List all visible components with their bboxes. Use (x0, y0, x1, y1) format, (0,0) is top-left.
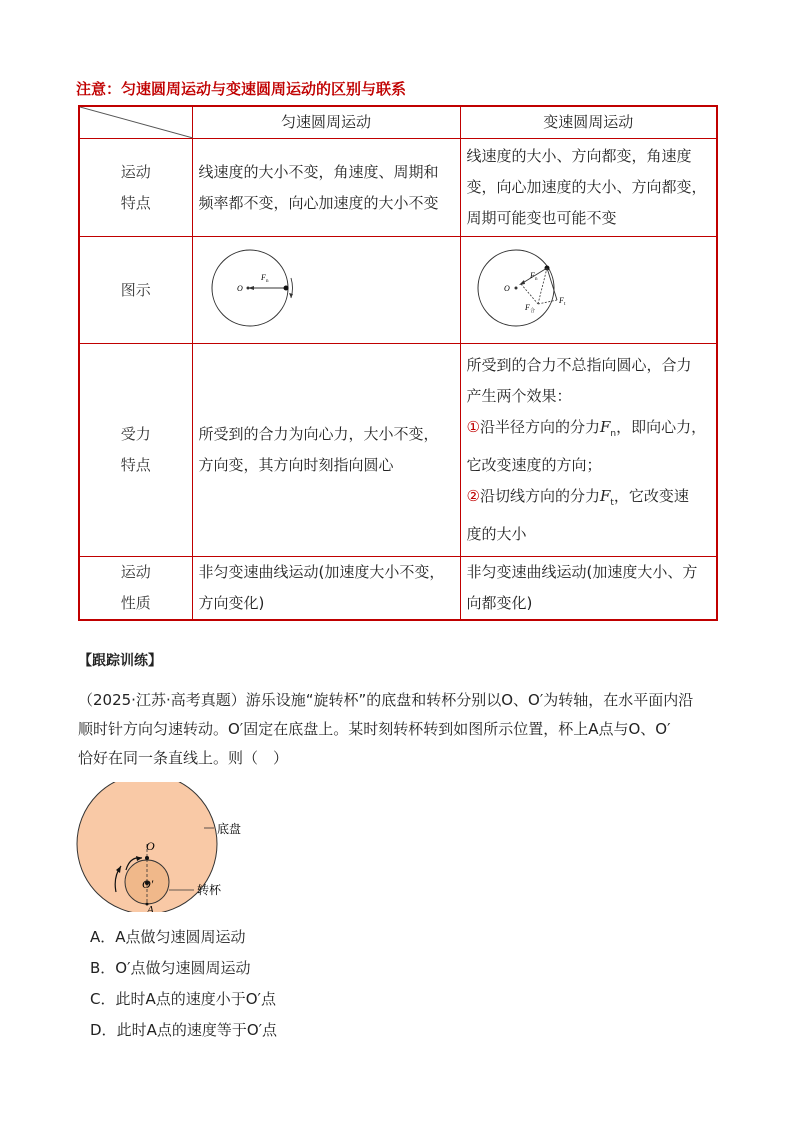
table-row (79, 344, 717, 557)
table-header-row (79, 106, 717, 139)
practice-heading: 【跟踪训练】 (78, 653, 162, 669)
option-d[interactable]: D．此时A点的速度等于O′点 (90, 1021, 278, 1039)
option-b[interactable]: B．O′点做匀速圆周运动 (90, 959, 251, 977)
note-title: 注意：匀速圆周运动与变速圆周运动的区别与联系 (76, 80, 407, 98)
row-head-figure: 图示 (79, 237, 192, 344)
svg-text:转杯: 转杯 (197, 883, 222, 897)
col-header-uniform: 匀速圆周运动 (192, 106, 460, 139)
rotating-cup-figure (76, 782, 276, 912)
cell-force-variable: 所受到的合力不总指向圆心，合力 产生两个效果： ①沿半径方向的分力$F_n$，即向心力， 它改变速度的方向； ②沿切线方向的分力$F_t$，它改变速 度的大小 (460, 344, 717, 557)
option-c[interactable]: C．此时A点的速度小于O′点 (90, 990, 276, 1008)
option-a[interactable]: A．A点做匀速圆周运动 (90, 928, 246, 946)
svg-text:O′: O′ (142, 877, 154, 891)
cell-motion-uniform: 线速度的大小不变，角速度、周期和 频率都不变，向心加速度的大小不变 (192, 139, 460, 237)
svg-text:n: n (265, 278, 268, 284)
svg-text:F: F (529, 270, 535, 280)
label-O: O (236, 283, 243, 293)
cell-motion-variable: 线速度的大小、方向都变，角速度 变，向心加速度的大小、方向都变， 周期可能变也可能不变 (460, 139, 717, 237)
label-Fn: F (260, 272, 266, 282)
svg-text:合: 合 (529, 307, 535, 314)
table-row (79, 557, 717, 621)
variable-circle-diagram (461, 238, 718, 343)
svg-text:A: A (147, 904, 154, 912)
cell-nature-uniform: 非匀变速曲线运动(加速度大小不变， 方向变化) (192, 557, 460, 621)
row-head-nature: 运动 性质 (79, 557, 192, 621)
svg-text:n: n (534, 276, 537, 282)
svg-text:t: t (563, 301, 565, 307)
row-head-motion: 运动 特点 (79, 139, 192, 237)
cell-figure-uniform (192, 237, 460, 344)
svg-text:F: F (558, 295, 564, 305)
svg-text:O: O (503, 283, 510, 293)
row-head-force: 受力 特点 (79, 344, 192, 557)
cell-nature-variable: 非匀变速曲线运动(加速度大小、方 向都变化) (460, 557, 717, 621)
diagonal-header-cell (79, 106, 192, 139)
table-row (79, 237, 717, 344)
diagonal-line (80, 107, 193, 138)
table-row (79, 139, 717, 237)
cell-force-uniform: 所受到的合力为向心力，大小不变， 方向变，其方向时刻指向圆心 (192, 344, 460, 557)
cell-figure-variable (460, 237, 717, 344)
svg-text:O: O (146, 839, 155, 853)
comparison-table (78, 105, 718, 621)
col-header-variable: 变速圆周运动 (460, 106, 717, 139)
question-text: （2025·江苏·高考真题）游乐设施“旋转杯”的底盘和转杯分别以O、O′为转轴，在水平面内沿 顺时针方向匀速转动。O′固定在底盘上。某时刻转杯转到如图所示位置，杯上A点与O、O′ 恰好在同一条直线上。则（ ） (78, 691, 694, 767)
svg-text:底盘: 底盘 (217, 822, 242, 836)
svg-text:F: F (524, 302, 530, 312)
uniform-circle-diagram (193, 238, 461, 343)
